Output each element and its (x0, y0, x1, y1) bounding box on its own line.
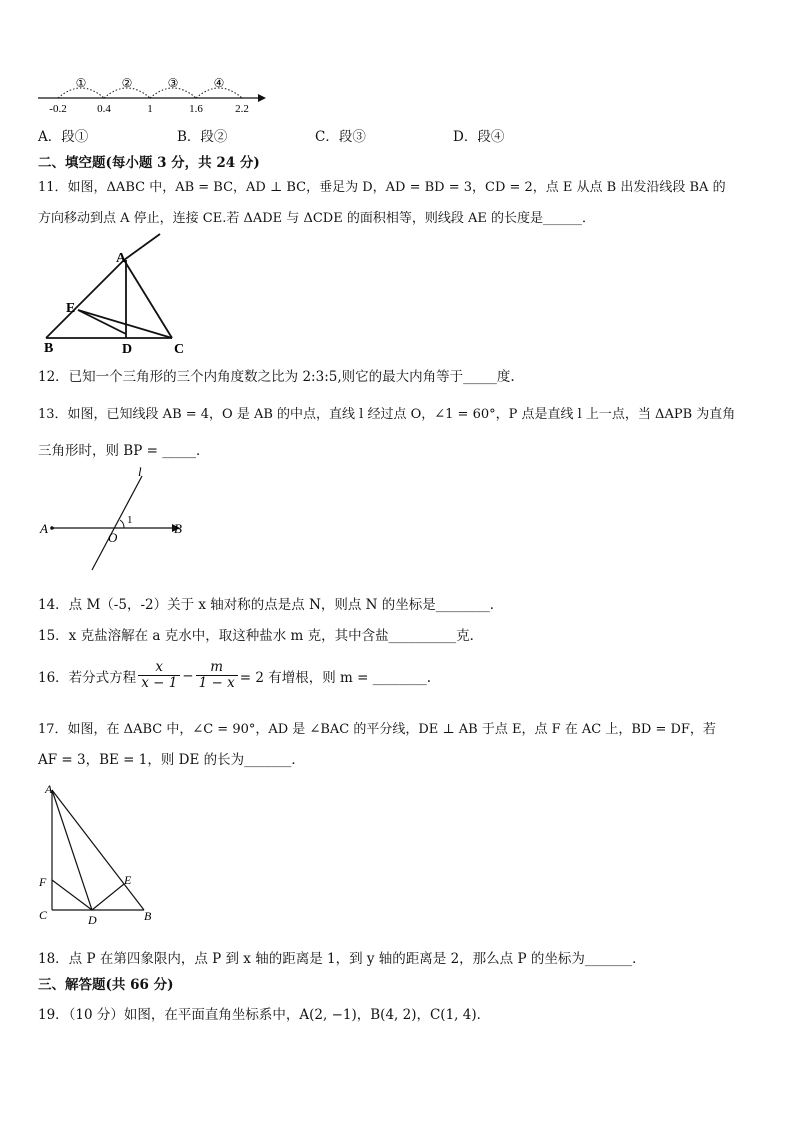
q16-frac1-num: x (138, 660, 180, 676)
q17-label-f: F (39, 875, 47, 889)
q11-label-e: E (66, 301, 76, 316)
tick-label-2: 0.4 (97, 103, 111, 115)
q14-text: 14．点 M（-5，-2）关于 x 轴对称的点是点 N，则点 N 的坐标是________． (38, 597, 504, 613)
segment-label-3: ③ (167, 76, 179, 90)
q17-label-d: D (88, 913, 97, 927)
q13-label-o: O (108, 530, 118, 545)
q16-prefix: 16．若分式方程 (38, 669, 137, 686)
q13-line2: 三角形时，则 BP = _____． (38, 443, 210, 459)
q19-text: 19．（10 分）如图，在平面直角坐标系中，A(2, −1)，B(4, 2)，C(1, 4)． (38, 1007, 491, 1023)
q13-label-l: l (138, 464, 142, 479)
q11-label-b: B (44, 341, 54, 356)
q16-text (38, 660, 431, 691)
q17-line2: AF = 3，BE = 1，则 DE 的长为_______． (38, 752, 305, 768)
q18-text: 18．点 P 在第四象限内，点 P 到 x 轴的距离是 1，到 y 轴的距离是 2，那么点 P 的坐标为_______． (38, 951, 646, 967)
q16-frac1-den: x − 1 (141, 675, 178, 691)
segment-label-1: ① (75, 76, 87, 90)
q13-label-a: A (40, 521, 48, 536)
q11-label-d: D (122, 342, 133, 357)
q10-option-b: B．段② (177, 129, 228, 145)
tick-label-1: -0.2 (49, 103, 67, 115)
q10-option-a: A．段① (38, 129, 89, 145)
number-line-figure (36, 72, 266, 116)
segment-label-2: ② (121, 76, 133, 90)
q16-frac2-den: 1 − x (198, 675, 235, 691)
q11-triangle-figure (38, 232, 185, 357)
tick-label-5: 2.2 (235, 103, 249, 115)
q15-text: 15．x 克盐溶解在 a 克水中，取这种盐水 m 克，其中含盐__________克． (38, 628, 484, 644)
segment-label-4: ④ (213, 76, 225, 90)
q17-label-b: B (144, 909, 152, 923)
q16-frac2-num: m (196, 660, 238, 676)
q11-label-a: A (116, 251, 127, 266)
q17-line1: 17．如图，在 ΔABC 中，∠C = 90°，AD 是 ∠BAC 的平分线，DE ⊥ AB 于点 E，点 F 在 AC 上，BD = DF，若 (38, 722, 716, 737)
q13-line-figure (38, 464, 198, 574)
section3-title: 三、解答题(共 66 分) (38, 977, 174, 993)
tick-label-4: 1.6 (189, 103, 203, 115)
q16-minus: − (182, 667, 194, 684)
q16-fraction-2 (196, 660, 238, 691)
q13-label-b: B (174, 521, 182, 536)
q10-option-c: C．段③ (315, 129, 366, 145)
q17-label-e: E (124, 873, 132, 887)
tick-label-3: 1 (147, 103, 153, 115)
q16-suffix: = 2 有增根，则 m = ________. (239, 669, 431, 686)
q11-line1: 11．如图，ΔABC 中，AB = BC，AD ⊥ BC，垂足为 D，AD = BD = 3，CD = 2，点 E 从点 B 出发沿线段 BA 的 (38, 180, 726, 195)
q16-fraction-1 (138, 660, 180, 691)
q13-line1: 13．如图，已知线段 AB = 4，O 是 AB 的中点，直线 l 经过点 O，∠1 = 60°，P 点是直线 l 上一点，当 ΔAPB 为直角 (38, 407, 736, 422)
q11-line2: 方向移动到点 A 停止，连接 CE.若 ΔADE 与 ΔCDE 的面积相等，则线段 AE 的长度是______． (38, 211, 595, 226)
q10-option-d: D．段④ (453, 129, 505, 145)
q13-label-angle-1: 1 (127, 514, 133, 526)
q12-text: 12．已知一个三角形的三个内角度数之比为 2:3:5,则它的最大内角等于_____度. (38, 369, 515, 385)
number-line-arrow (258, 94, 266, 102)
q17-label-c: C (39, 908, 48, 922)
q17-label-a: A (45, 782, 53, 796)
section2-title: 二、填空题(每小题 3 分，共 24 分) (38, 155, 260, 171)
q11-label-c: C (174, 342, 185, 357)
q17-triangle-figure (34, 780, 164, 926)
